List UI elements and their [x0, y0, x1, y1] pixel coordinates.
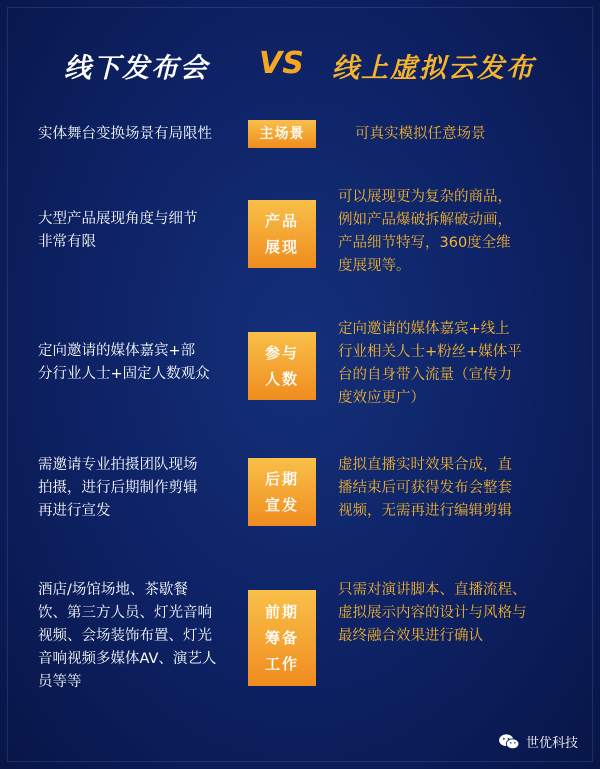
online-virtual-launch-title: 线上虚拟云发布 [332, 53, 535, 84]
offline-description: 大型产品展现角度与细节 非常有限 [38, 211, 198, 250]
online-description: 定向邀请的媒体嘉宾+线上 行业相关人士+粉丝+媒体平 台的自身带入流量（宣传力 度效应更广） [338, 321, 522, 406]
comparison-row-main-scene [0, 120, 600, 152]
comparison-row-participants [0, 318, 600, 414]
comparison-row-post-production [0, 452, 600, 532]
offline-description: 实体舞台变换场景有局限性 [38, 126, 212, 142]
category-badge-product-display: 产品 展现 [248, 200, 316, 268]
online-description: 可以展现更为复杂的商品， 例如产品爆破拆解破动画， 产品细节特写，360度全维 度展现等。 [338, 189, 512, 274]
online-description: 虚拟直播实时效果合成，直 播结束后可获得发布会整套 视频，无需再进行编辑剪辑 [338, 457, 512, 519]
comparison-row-preparation [0, 576, 600, 701]
brand-label: 世优科技 [525, 736, 578, 751]
offline-launch-title: 线下发布会 [64, 53, 209, 84]
offline-description: 定向邀请的媒体嘉宾+部 分行业人士+固定人数观众 [38, 343, 210, 382]
wechat-icon [498, 733, 520, 751]
category-badge-preparation: 前期 筹备 工作 [248, 590, 316, 686]
comparison-row-product-display [0, 186, 600, 282]
versus-label: VS [259, 46, 304, 81]
category-badge-main-scene: 主场景 [248, 120, 316, 148]
category-badge-participants: 参与 人数 [248, 332, 316, 400]
comparison-header [0, 46, 600, 86]
watermark [498, 732, 578, 751]
offline-description: 酒店/场馆场地、茶歇餐 饮、第三方人员、灯光音响 视频、会场装饰布置、灯光 音响视频多媒体AV、演艺人 员等等 [38, 582, 217, 690]
offline-description: 需邀请专业拍摄团队现场 拍摄，进行后期制作剪辑 再进行宣发 [38, 457, 198, 519]
online-description: 可真实模拟任意场景 [355, 126, 486, 142]
category-badge-post-production: 后期 宣发 [248, 458, 316, 526]
online-description: 只需对演讲脚本、直播流程、 虚拟展示内容的设计与风格与 最终融合效果进行确认 [338, 582, 527, 644]
